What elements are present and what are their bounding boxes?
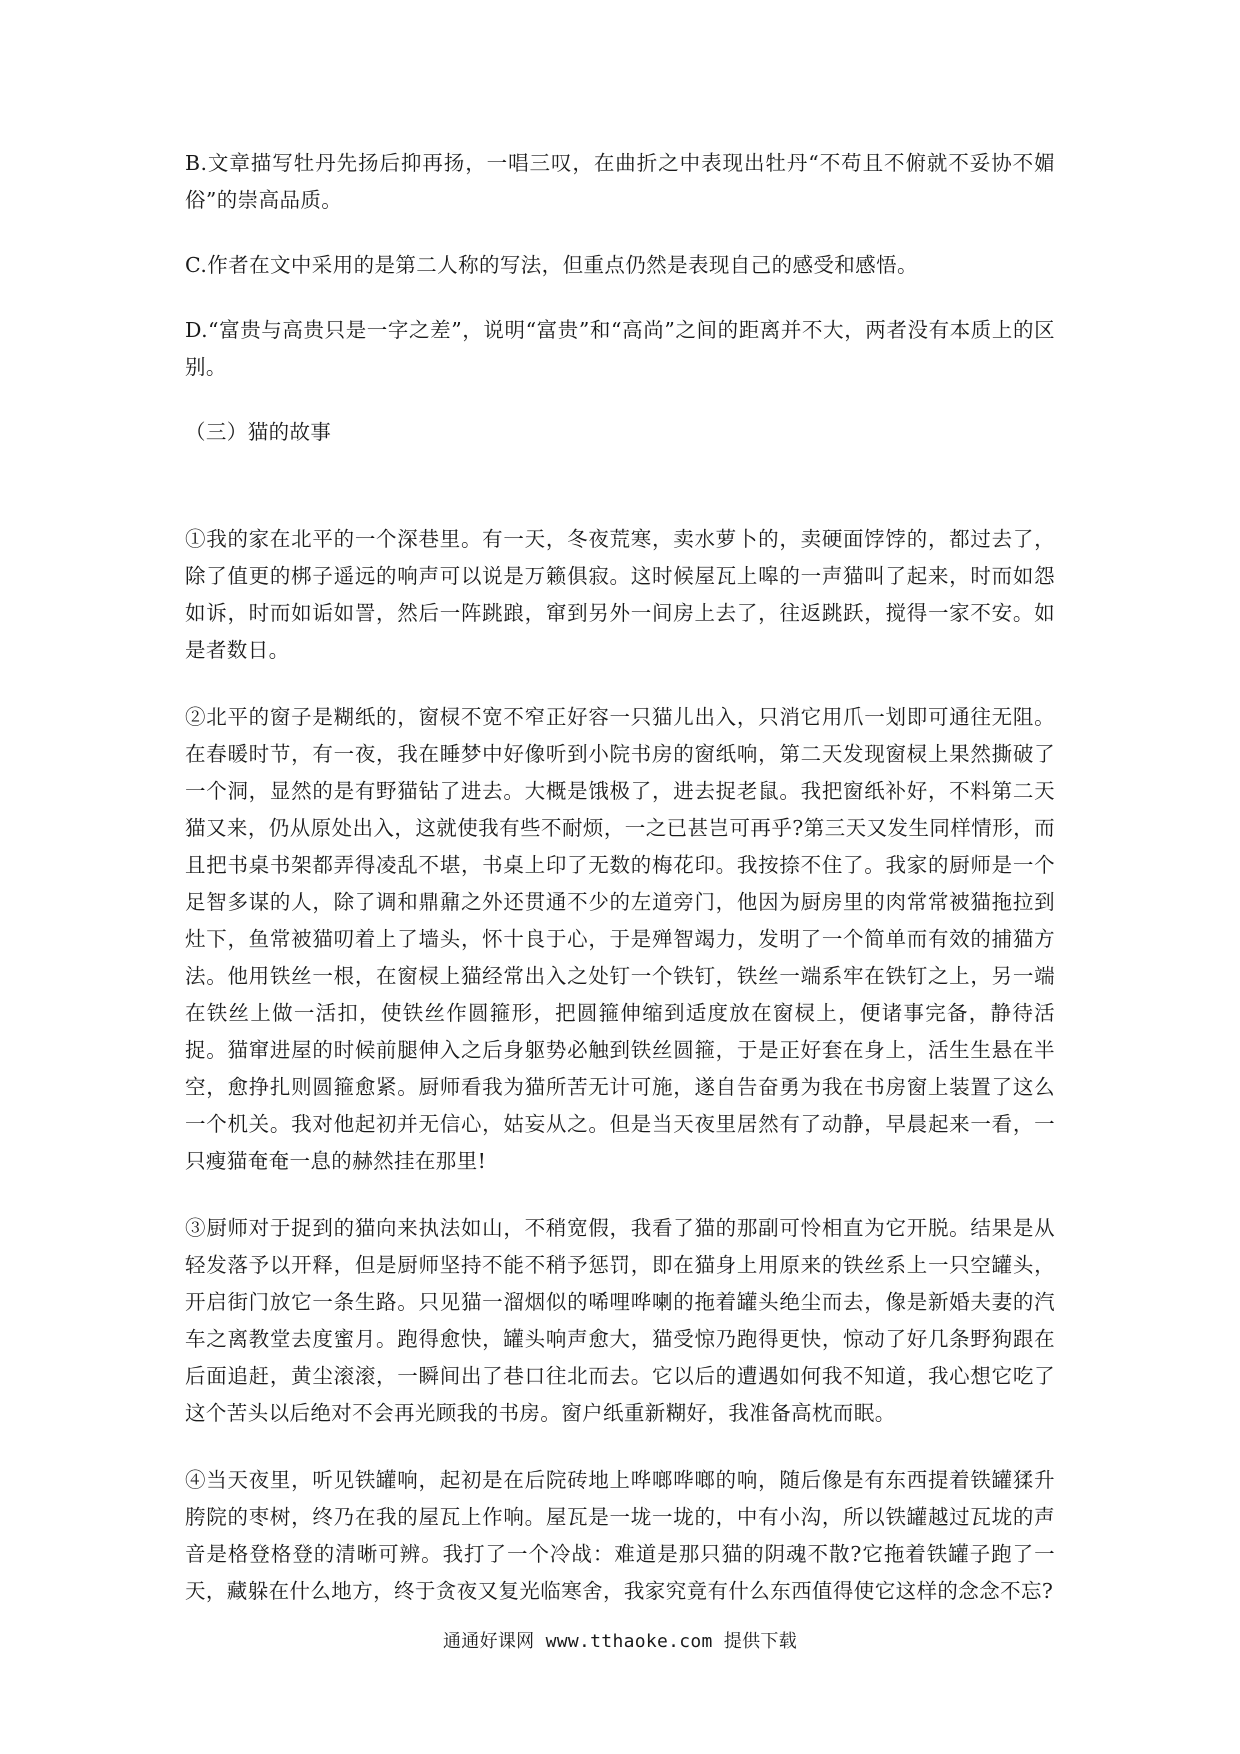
option-b: B.文章描写牡丹先扬后抑再扬，一唱三叹，在曲折之中表现出牡丹“不苟且不俯就不妥协不媚俗”的崇高品质。	[185, 151, 1055, 212]
paragraph-4: ④当天夜里，听见铁罐响，起初是在后院砖地上哗啷哗啷的响，随后像是有东西提着铁罐猱升胯院的枣树，终乃在我的屋瓦上作响。屋瓦是一垅一垅的，中有小沟，所以铁罐越过瓦垅的声音是格登格登的清晰可辨。我打了一个冷战：难道是那只猫的阴魂不散?它拖着铁罐子跑了一天，藏躲在什么地方，终于贪夜又复光临寒舍，我家究竟有什么东西值得使它这样的念念不忘?	[185, 1468, 1055, 1603]
paragraph-1: ①我的家在北平的一个深巷里。有一天，冬夜荒寒，卖水萝卜的，卖硬面饽饽的，都过去了，除了值更的梆子遥远的响声可以说是万籁俱寂。这时候屋瓦上嗥的一声猫叫了起来，时而如怨如诉，时而如诟如詈，然后一阵跳踉，窜到另外一间房上去了，往返跳跃，搅得一家不安。如是者数日。	[185, 527, 1055, 662]
paragraph-3: ③厨师对于捉到的猫向来执法如山，不稍宽假，我看了猫的那副可怜相直为它开脱。结果是从轻发落予以开释，但是厨师坚持不能不稍予惩罚，即在猫身上用原来的铁丝系上一只空罐头，开启街门放它一条生路。只见猫一溜烟似的唏哩哗喇的拖着罐头绝尘而去，像是新婚夫妻的汽车之离教堂去度蜜月。跑得愈快，罐头响声愈大，猫受惊乃跑得更快，惊动了好几条野狗跟在后面追赶，黄尘滚滚，一瞬间出了巷口往北而去。它以后的遭遇如何我不知道，我心想它吃了这个苦头以后绝对不会再光顾我的书房。窗户纸重新糊好，我准备高枕而眠。	[185, 1216, 1055, 1425]
option-c: C.作者在文中采用的是第二人称的写法，但重点仍然是表现自己的感受和感悟。	[185, 253, 918, 277]
section-title: （三）猫的故事	[185, 420, 332, 444]
option-d: D.“富贵与高贵只是一字之差”，说明“富贵”和“高尚”之间的距离并不大，两者没有本质上的区别。	[185, 318, 1055, 379]
paragraph-2: ②北平的窗子是糊纸的，窗棂不宽不窄正好容一只猫儿出入，只消它用爪一划即可通往无阻。在春暖时节，有一夜，我在睡梦中好像听到小院书房的窗纸响，第二天发现窗棂上果然撕破了一个洞，显然的是有野猫钻了进去。大概是饿极了，进去捉老鼠。我把窗纸补好，不料第二天猫又来，仍从原处出入，这就使我有些不耐烦，一之已甚岂可再乎?第三天又发生同样情形，而且把书桌书架都弄得凌乱不堪，书桌上印了无数的梅花印。我按捺不住了。我家的厨师是一个足智多谋的人，除了调和鼎鼐之外还贯通不少的左道旁门，他因为厨房里的肉常常被猫拖拉到灶下，鱼常被猫叨着上了墙头，怀十良于心，于是殚智竭力，发明了一个简单而有效的捕猫方法。他用铁丝一根，在窗棂上猫经常出入之处钉一个铁钉，铁丝一端系牢在铁钉之上，另一端在铁丝上做一活扣，使铁丝作圆箍形，把圆箍伸缩到适度放在窗棂上，便诸事完备，静待活捉。猫窜进屋的时候前腿伸入之后身躯势必触到铁丝圆箍，于是正好套在身上，活生生悬在半空，愈挣扎则圆箍愈紧。厨师看我为猫所苦无计可施，遂自告奋勇为我在书房窗上装置了这么一个机关。我对他起初并无信心，姑妄从之。但是当天夜里居然有了动静，早晨起来一看，一只瘦猫奄奄一息的赫然挂在那里!	[185, 705, 1055, 1173]
document-body	[185, 145, 1055, 1610]
page-footer: 通通好课网 www.tthaoke.com 提供下载	[442, 1631, 798, 1652]
